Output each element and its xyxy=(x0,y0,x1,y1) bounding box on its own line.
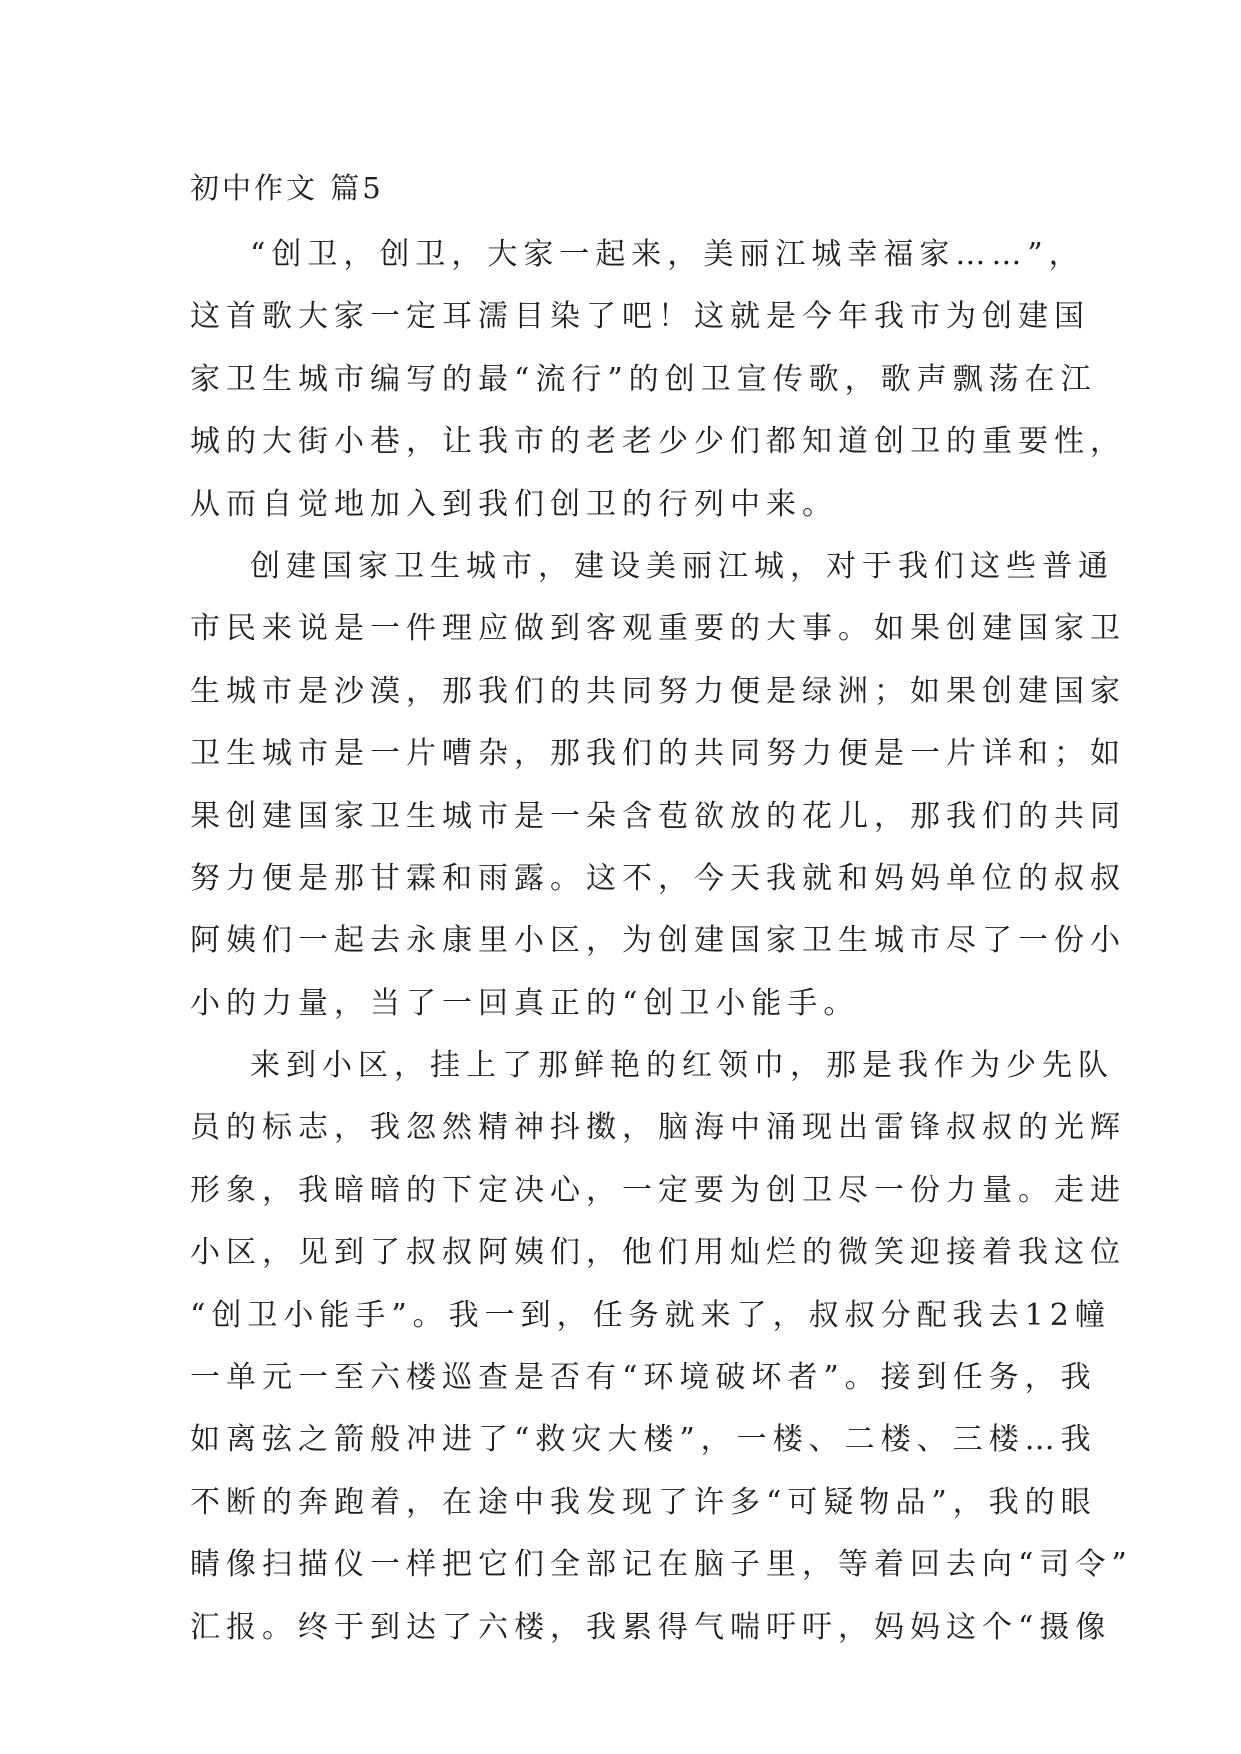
text-line: 这首歌大家一定耳濡目染了吧！这就是今年我市为创建国 xyxy=(190,299,1090,335)
text-line: 汇报。终于到达了六楼，我累得气喘吁吁，妈妈这个“摄像 xyxy=(190,1609,1112,1645)
text-line: 从而自觉地加入到我们创卫的行列中来。 xyxy=(190,486,838,522)
text-line: 小区，见到了叔叔阿姨们，他们用灿烂的微笑迎接着我这位 xyxy=(190,1235,1126,1271)
text-line: 睛像扫描仪一样把它们全部记在脑子里，等着回去向“司令” xyxy=(190,1547,1133,1583)
paragraph-2 xyxy=(190,536,1126,1035)
text-line: “创卫小能手”。我一到，任务就来了，叔叔分配我去12幢 xyxy=(190,1297,1111,1333)
paragraph-1 xyxy=(190,224,1126,536)
text-line: 形象，我暗暗的下定决心，一定要为创卫尽一份力量。走进 xyxy=(190,1172,1126,1208)
text-line: 市民来说是一件理应做到客观重要的大事。如果创建国家卫 xyxy=(190,611,1126,647)
text-line: 卫生城市是一片嘈杂，那我们的共同努力便是一片详和；如 xyxy=(190,736,1126,772)
text-line: 不断的奔跑着，在途中我发现了许多“可疑物品”，我的眼 xyxy=(190,1484,1097,1520)
text-line: 如离弦之箭般冲进了“救灾大楼”，一楼、二楼、三楼…我 xyxy=(190,1422,1097,1458)
text-line: 果创建国家卫生城市是一朵含苞欲放的花儿，那我们的共同 xyxy=(190,798,1126,834)
text-line: 家卫生城市编写的最“流行”的创卫宣传歌，歌声飘荡在江 xyxy=(190,361,1097,397)
text-line: 努力便是那甘霖和雨露。这不，今天我就和妈妈单位的叔叔 xyxy=(190,860,1126,896)
text-line: 来到小区，挂上了那鲜艳的红领巾，那是我作为少先队 xyxy=(250,1048,1114,1084)
essay-title: 初中作文 篇5 xyxy=(190,171,384,205)
text-line: 小的力量，当了一回真正的“创卫小能手。 xyxy=(190,985,860,1021)
essay-body xyxy=(190,160,1133,1659)
text-line: 一单元一至六楼巡查是否有“环境破坏者”。接到任务，我 xyxy=(190,1360,1097,1396)
text-line: “创卫，创卫，大家一起来，美丽江城幸福家……”， xyxy=(250,237,1085,272)
text-line: 生城市是沙漠，那我们的共同努力便是绿洲；如果创建国家 xyxy=(190,673,1126,709)
paragraph-3 xyxy=(190,1035,1133,1659)
text-line: 创建国家卫生城市，建设美丽江城，对于我们这些普通 xyxy=(250,548,1114,584)
text-line: 员的标志，我忽然精神抖擞，脑海中涌现出雷锋叔叔的光辉 xyxy=(190,1110,1126,1146)
text-line: 阿姨们一起去永康里小区，为创建国家卫生城市尽了一份小 xyxy=(190,923,1126,959)
text-line: 城的大街小巷，让我市的老老少少们都知道创卫的重要性， xyxy=(190,424,1126,460)
